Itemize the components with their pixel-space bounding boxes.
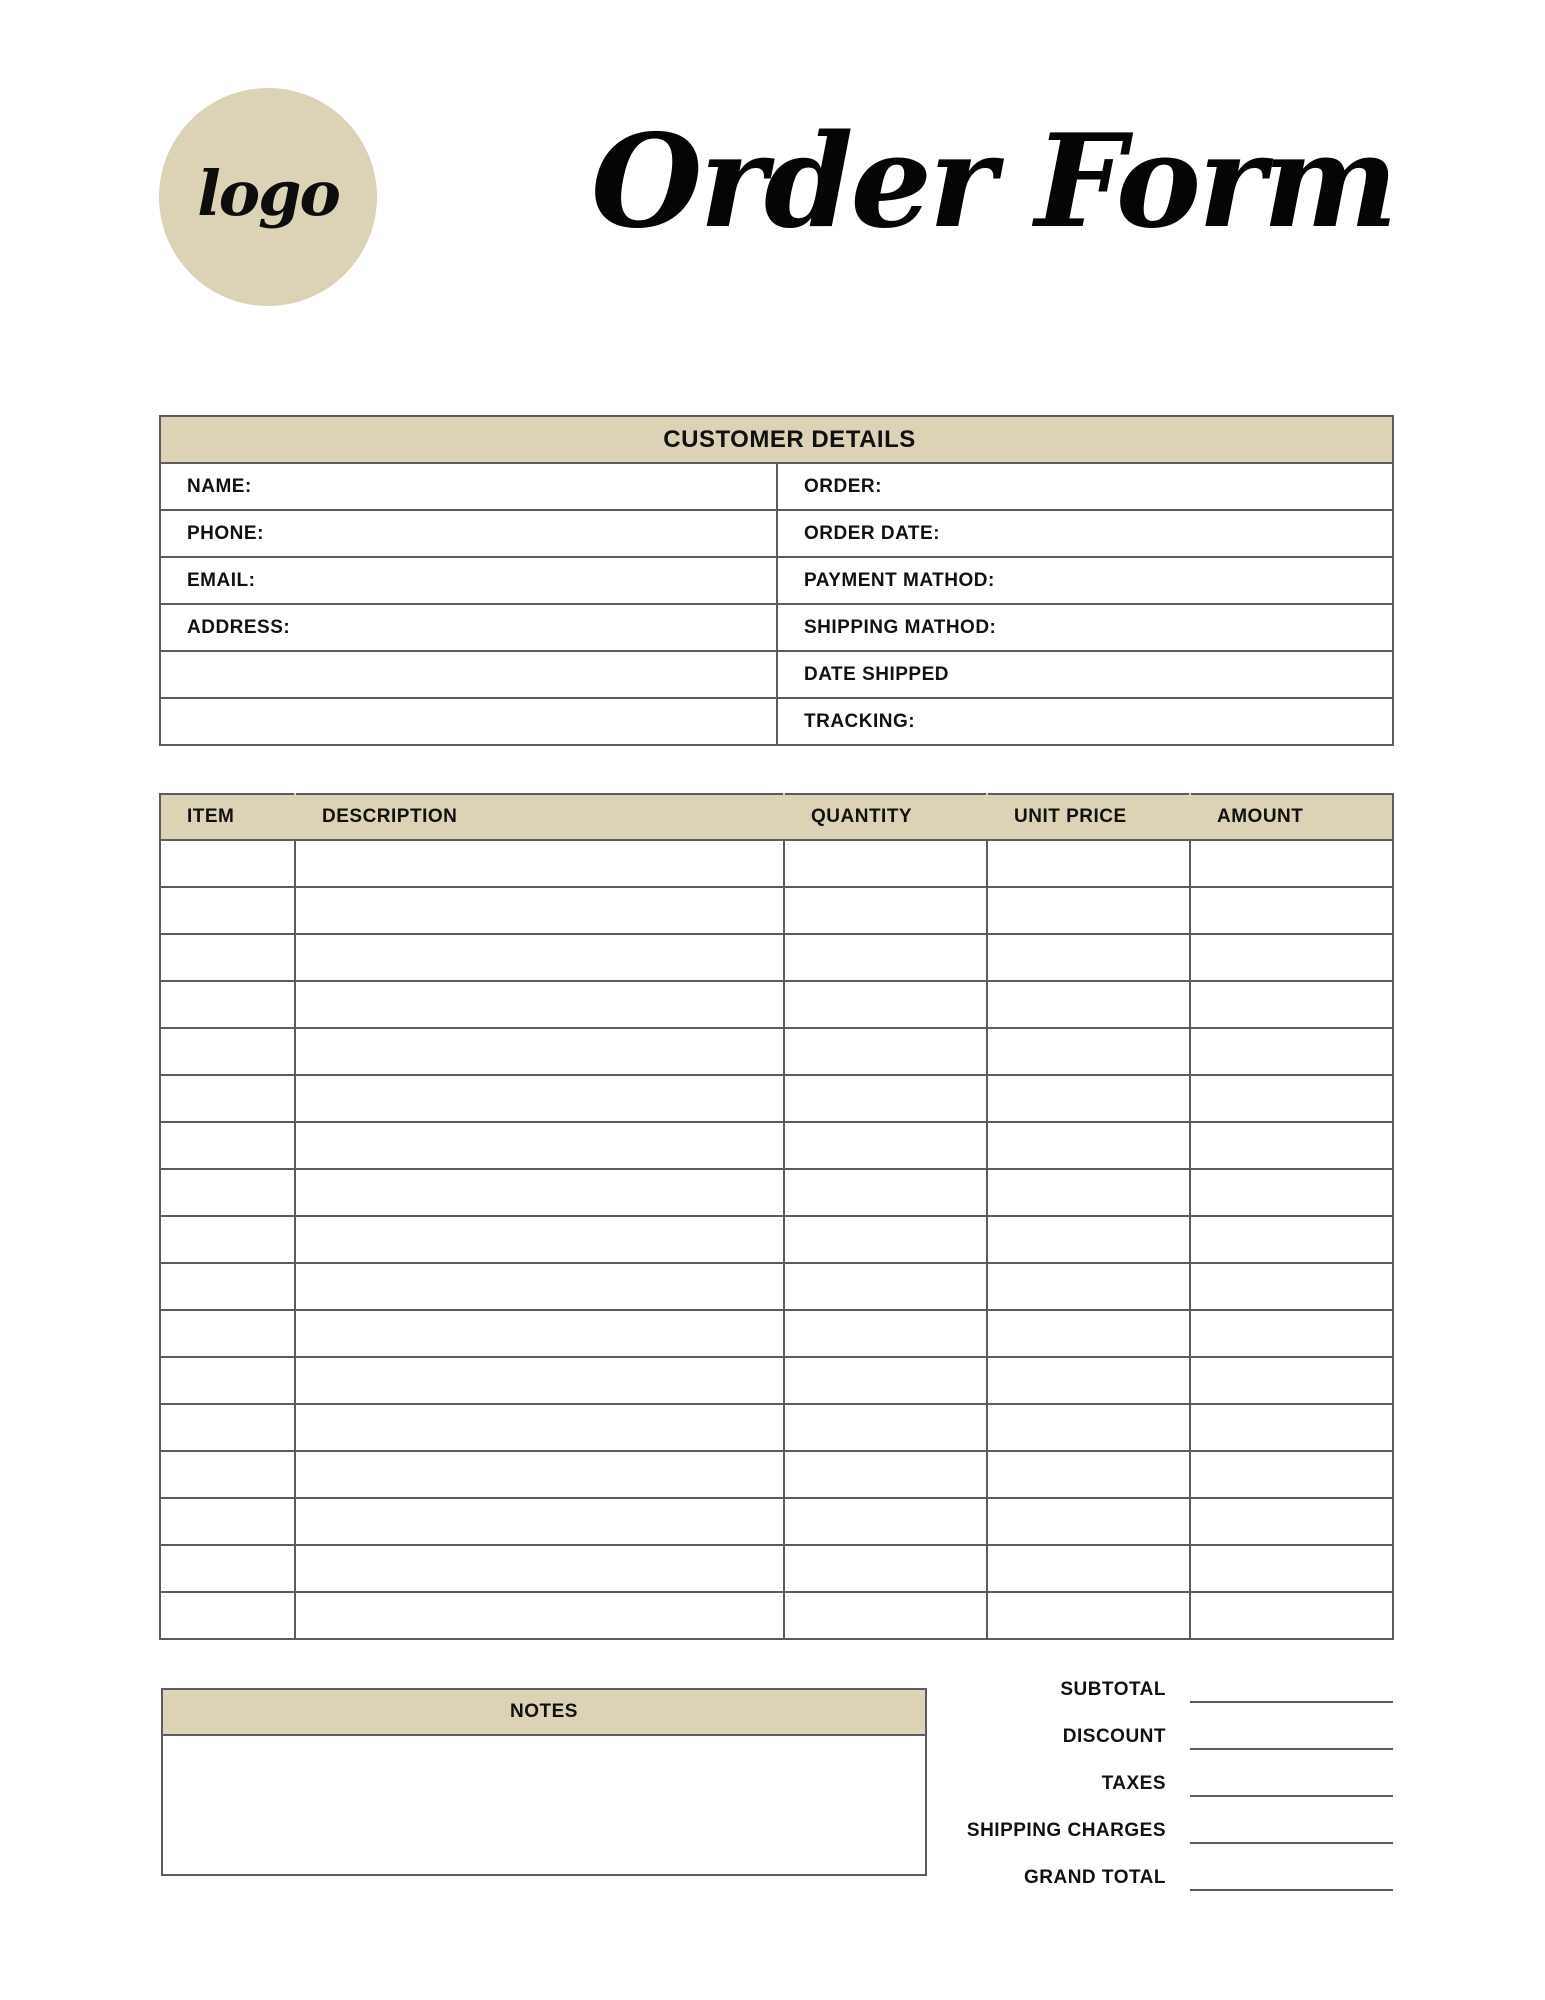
table-cell[interactable] <box>295 1592 784 1639</box>
table-cell[interactable] <box>987 887 1190 934</box>
table-cell[interactable] <box>987 1169 1190 1216</box>
table-cell[interactable] <box>295 981 784 1028</box>
table-cell[interactable] <box>987 1122 1190 1169</box>
table-cell[interactable] <box>784 1263 987 1310</box>
table-cell[interactable] <box>784 1404 987 1451</box>
total-value-line[interactable] <box>1190 1795 1393 1797</box>
table-cell[interactable] <box>987 1357 1190 1404</box>
customer-field[interactable]: EMAIL: <box>160 557 777 604</box>
table-cell[interactable] <box>784 1122 987 1169</box>
table-cell[interactable] <box>160 1216 295 1263</box>
table-cell[interactable] <box>987 840 1190 887</box>
table-cell[interactable] <box>1190 1075 1393 1122</box>
customer-field[interactable]: PHONE: <box>160 510 777 557</box>
customer-row <box>160 557 1393 604</box>
column-header: UNIT PRICE <box>987 794 1190 840</box>
table-cell[interactable] <box>295 1075 784 1122</box>
customer-field[interactable]: PAYMENT MATHOD: <box>777 557 1393 604</box>
table-row <box>160 1357 1393 1404</box>
table-row <box>160 840 1393 887</box>
total-row <box>930 1707 1393 1754</box>
table-row <box>160 1451 1393 1498</box>
table-row <box>160 1592 1393 1639</box>
table-cell[interactable] <box>1190 1451 1393 1498</box>
table-cell[interactable] <box>987 1451 1190 1498</box>
customer-row <box>160 510 1393 557</box>
customer-row <box>160 463 1393 510</box>
table-cell[interactable] <box>160 1122 295 1169</box>
table-row <box>160 1075 1393 1122</box>
table-row <box>160 1028 1393 1075</box>
column-header: AMOUNT <box>1190 794 1393 840</box>
table-cell[interactable] <box>987 1028 1190 1075</box>
table-cell[interactable] <box>987 934 1190 981</box>
customer-details-header: CUSTOMER DETAILS <box>160 416 1393 463</box>
table-cell[interactable] <box>160 1075 295 1122</box>
table-cell[interactable] <box>160 1310 295 1357</box>
table-cell[interactable] <box>1190 1545 1393 1592</box>
customer-field[interactable]: SHIPPING MATHOD: <box>777 604 1393 651</box>
total-label: SHIPPING CHARGES <box>966 1820 1166 1841</box>
table-cell[interactable] <box>1190 840 1393 887</box>
customer-field[interactable]: ORDER: <box>777 463 1393 510</box>
total-row <box>930 1660 1393 1707</box>
table-cell[interactable] <box>987 1592 1190 1639</box>
logo-text: logo <box>197 156 339 230</box>
table-cell[interactable] <box>295 1122 784 1169</box>
customer-field[interactable] <box>160 698 777 745</box>
table-cell[interactable] <box>160 1028 295 1075</box>
table-cell[interactable] <box>160 887 295 934</box>
total-label: TAXES <box>1101 1773 1166 1794</box>
customer-field[interactable]: DATE SHIPPED <box>777 651 1393 698</box>
customer-field[interactable]: TRACKING: <box>777 698 1393 745</box>
table-row <box>160 1310 1393 1357</box>
total-label: DISCOUNT <box>1062 1726 1166 1747</box>
table-cell[interactable] <box>295 840 784 887</box>
table-cell[interactable] <box>987 981 1190 1028</box>
table-cell[interactable] <box>1190 1263 1393 1310</box>
table-cell[interactable] <box>784 1545 987 1592</box>
column-header: DESCRIPTION <box>295 794 784 840</box>
table-cell[interactable] <box>784 1357 987 1404</box>
table-cell[interactable] <box>160 1592 295 1639</box>
table-cell[interactable] <box>160 1451 295 1498</box>
table-cell[interactable] <box>295 1404 784 1451</box>
total-value-line[interactable] <box>1190 1701 1393 1703</box>
table-cell[interactable] <box>987 1404 1190 1451</box>
items-header-row <box>160 794 1393 840</box>
total-row <box>930 1801 1393 1848</box>
notes-header: NOTES <box>163 1690 925 1736</box>
table-cell[interactable] <box>1190 1404 1393 1451</box>
table-cell[interactable] <box>160 1498 295 1545</box>
table-cell[interactable] <box>784 1169 987 1216</box>
table-row <box>160 1498 1393 1545</box>
table-cell[interactable] <box>784 934 987 981</box>
table-cell[interactable] <box>784 840 987 887</box>
table-cell[interactable] <box>295 1169 784 1216</box>
totals-section <box>930 1660 1393 1895</box>
table-cell[interactable] <box>295 1498 784 1545</box>
table-cell[interactable] <box>1190 1592 1393 1639</box>
table-cell[interactable] <box>1190 1122 1393 1169</box>
table-cell[interactable] <box>295 934 784 981</box>
table-cell[interactable] <box>160 981 295 1028</box>
table-cell[interactable] <box>1190 1498 1393 1545</box>
table-cell[interactable] <box>784 1310 987 1357</box>
table-cell[interactable] <box>784 1216 987 1263</box>
table-cell[interactable] <box>1190 934 1393 981</box>
table-cell[interactable] <box>295 1310 784 1357</box>
table-row <box>160 1545 1393 1592</box>
order-items-table <box>159 793 1394 1640</box>
page-title: Order Form <box>591 107 1395 257</box>
table-cell[interactable] <box>160 934 295 981</box>
table-cell[interactable] <box>295 1451 784 1498</box>
total-value-line[interactable] <box>1190 1748 1393 1750</box>
total-row <box>930 1848 1393 1895</box>
table-cell[interactable] <box>1190 1169 1393 1216</box>
table-cell[interactable] <box>987 1310 1190 1357</box>
table-cell[interactable] <box>160 1263 295 1310</box>
table-cell[interactable] <box>1190 1028 1393 1075</box>
table-cell[interactable] <box>784 1075 987 1122</box>
total-value-line[interactable] <box>1190 1889 1393 1891</box>
table-cell[interactable] <box>1190 1357 1393 1404</box>
table-cell[interactable] <box>160 1404 295 1451</box>
table-cell[interactable] <box>987 1263 1190 1310</box>
table-cell[interactable] <box>160 1545 295 1592</box>
notes-box[interactable] <box>161 1688 927 1876</box>
table-row <box>160 981 1393 1028</box>
table-cell[interactable] <box>784 1498 987 1545</box>
table-cell[interactable] <box>295 1216 784 1263</box>
table-cell[interactable] <box>160 1169 295 1216</box>
table-cell[interactable] <box>295 1545 784 1592</box>
customer-field[interactable]: ADDRESS: <box>160 604 777 651</box>
table-cell[interactable] <box>1190 887 1393 934</box>
customer-field[interactable]: NAME: <box>160 463 777 510</box>
customer-row <box>160 698 1393 745</box>
table-cell[interactable] <box>987 1545 1190 1592</box>
table-row <box>160 1169 1393 1216</box>
table-row <box>160 934 1393 981</box>
table-cell[interactable] <box>1190 981 1393 1028</box>
table-cell[interactable] <box>1190 1310 1393 1357</box>
table-cell[interactable] <box>1190 1216 1393 1263</box>
table-cell[interactable] <box>784 1592 987 1639</box>
column-header: ITEM <box>160 794 295 840</box>
table-cell[interactable] <box>784 1028 987 1075</box>
table-cell[interactable] <box>295 887 784 934</box>
logo <box>159 88 377 306</box>
customer-field[interactable] <box>160 651 777 698</box>
table-cell[interactable] <box>784 1451 987 1498</box>
total-label: SUBTOTAL <box>1060 1679 1166 1700</box>
table-row <box>160 1122 1393 1169</box>
total-label: GRAND TOTAL <box>1023 1867 1166 1888</box>
table-row <box>160 1404 1393 1451</box>
customer-details-table <box>159 415 1394 746</box>
table-row <box>160 1263 1393 1310</box>
table-row <box>160 1216 1393 1263</box>
table-cell[interactable] <box>987 1498 1190 1545</box>
column-header: QUANTITY <box>784 794 987 840</box>
table-cell[interactable] <box>987 1216 1190 1263</box>
table-row <box>160 887 1393 934</box>
table-cell[interactable] <box>295 1263 784 1310</box>
table-cell[interactable] <box>987 1075 1190 1122</box>
customer-field[interactable]: ORDER DATE: <box>777 510 1393 557</box>
customer-row <box>160 651 1393 698</box>
table-cell[interactable] <box>295 1357 784 1404</box>
table-cell[interactable] <box>160 840 295 887</box>
total-row <box>930 1754 1393 1801</box>
table-cell[interactable] <box>295 1028 784 1075</box>
table-cell[interactable] <box>160 1357 295 1404</box>
total-value-line[interactable] <box>1190 1842 1393 1844</box>
table-cell[interactable] <box>784 981 987 1028</box>
table-cell[interactable] <box>784 887 987 934</box>
customer-row <box>160 604 1393 651</box>
